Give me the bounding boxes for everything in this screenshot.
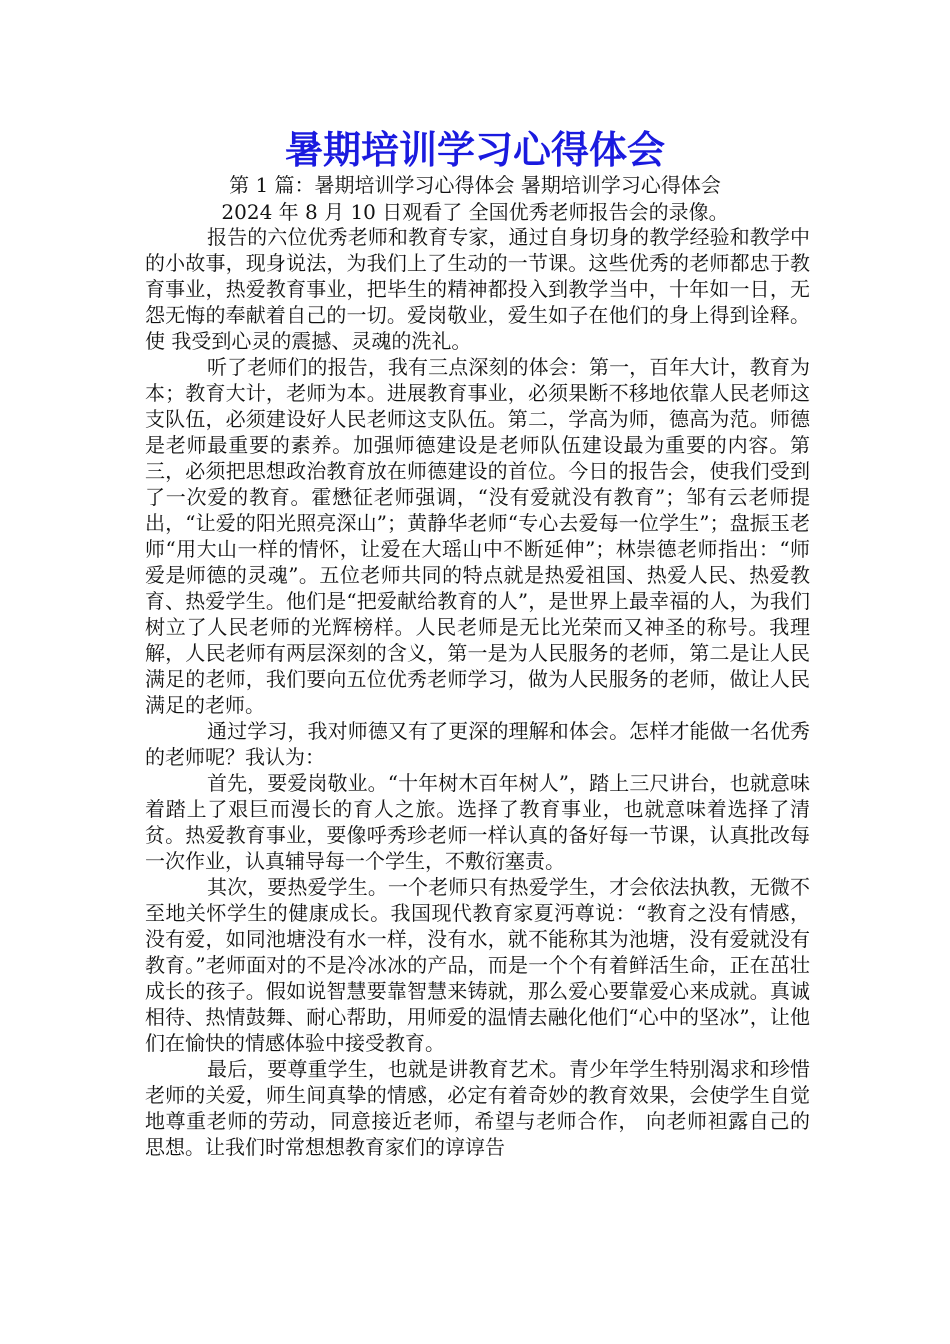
paragraph: 最后，要尊重学生，也就是讲教育艺术。青少年学生特别渴求和珍惜老师的关爱，师生间真挚的情感，必定有着奇妙的教育效果，会使学生自觉地尊重老师的劳动，同意接近老师，希望与老师合作， 向老师袒露自己的思想。让我们时常想想教育家们的谆谆告 [145, 1057, 810, 1159]
paragraph: 其次，要热爱学生。一个老师只有热爱学生，才会依法执教，无微不至地关怀学生的健康成长。我国现代教育家夏沔尊说：“教育之没有情感，没有爱，如同池塘没有水一样，没有水，就不能称其为池塘，没有爱就没有教育。”老师面对的不是冷冰冰的产品，而是一个个有着鲜活生命，正在茁壮成长的孩子。假如说智慧要靠智慧来铸就，那么爱心要靠爱心来成就。真诚相待、热情鼓舞、耐心帮助，用师爱的温情去融化他们“心中的坚冰”，让他们在愉快的情感体验中接受教育。 [145, 875, 810, 1055]
paragraph: 报告的六位优秀老师和教育专家，通过自身切身的教学经验和教学中的小故事，现身说法，为我们上了生动的一节课。这些优秀的老师都忠于教育事业，热爱教育事业，把毕生的精神都投入到教学当中，十年如一日，无怨无悔的奉献着自己的一切。爱岗敬业，爱生如子在他们的身上得到诠释。使 我受到心灵的震撼、灵魂的洗礼。 [145, 225, 810, 353]
document-title: 暑期培训学习心得体会 [284, 127, 665, 172]
subtitle-line-1: 第 1 篇：暑期培训学习心得体会 暑期培训学习心得体会 [229, 173, 721, 197]
paragraph: 首先，要爱岗敬业。“十年树木百年树人”，踏上三尺讲台，也就意味着踏上了艰巨而漫长的育人之旅。选择了教育事业，也就意味着选择了清贫。热爱教育事业，要像呼秀珍老师一样认真的备好每一节课，认真批改每一次作业，认真辅导每一个学生，不敷衍塞责。 [145, 771, 810, 873]
subtitle-line-2: 2024 年 8 月 10 日观看了 全国优秀老师报告会的录像。 [221, 200, 729, 224]
paragraph: 听了老师们的报告，我有三点深刻的体会：第一，百年大计，教育为本；教育大计，老师为本。进展教育事业，必须果断不移地依靠人民老师这支队伍，必须建设好人民老师这支队伍。第二，学高为师，德高为范。师德是老师最重要的素养。加强师德建设是老师队伍建设最为重要的内容。第三，必须把思想政治教育放在师德建设的首位。今日的报告会，使我们受到了一次爱的教育。霍懋征老师强调，“没有爱就没有教育”；邹有云老师提出，“让爱的阳光照亮深山”；黄静华老师“专心去爱每一位学生”；盘振玉老师“用大山一样的情怀，让爱在大瑶山中不断延伸”；林崇德老师指出：“师爱是师德的灵魂”。五位老师共同的特点就是热爱祖国、热爱人民、热爱教育、热爱学生。他们是“把爱献给教育的人”，是世界上最幸福的人，为我们树立了人民老师的光辉榜样。人民老师是无比光荣而又神圣的称号。我理解，人民老师有两层深刻的含义，第一是为人民服务的老师，第二是让人民满足的老师，我们要向五位优秀老师学习，做为人民服务的老师，做让人民满足的老师。 [145, 355, 810, 717]
paragraph: 通过学习，我对师德又有了更深的理解和体会。怎样才能做一名优秀的老师呢？我认为： [145, 719, 810, 769]
document-body [145, 224, 810, 1160]
